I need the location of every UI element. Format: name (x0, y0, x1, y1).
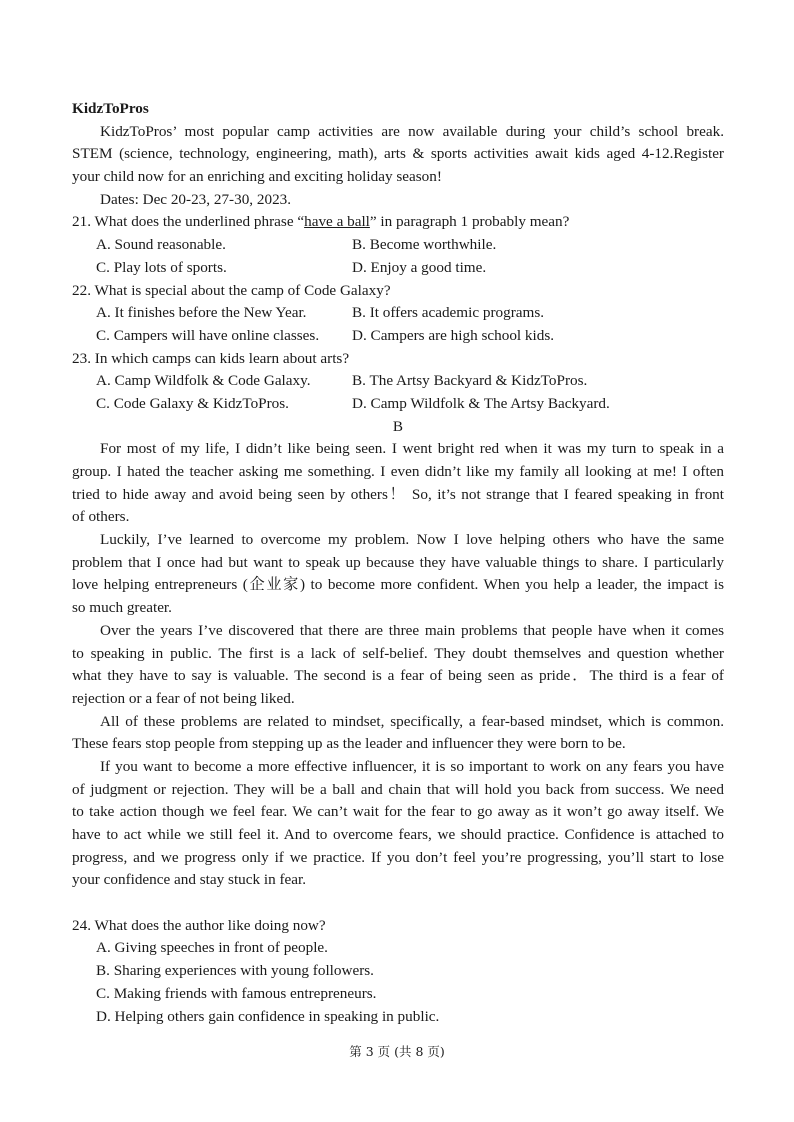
section-title: KidzToPros (72, 100, 149, 117)
paragraph-line: have to act while we still feel it. And to overcome fears, we should practice. Confidence is attached to (72, 826, 724, 843)
paragraph-line: These fears stop people from stepping up as the leader and influencer they were born to be. (72, 735, 626, 753)
option-a: A. Camp Wildfolk & Code Galaxy. (96, 372, 311, 390)
paragraph-line: rejection or a fear of not being liked. (72, 689, 295, 707)
option-b: B. The Artsy Backyard & KidzToPros. (352, 372, 588, 390)
option-row (72, 234, 724, 257)
paragraph-line: to speaking in public. The first is a lack of self-belief. They doubt themselves and question whether (72, 644, 724, 662)
option-d: D. Helping others gain confidence in speaking in public. (96, 1007, 440, 1025)
paragraph-line: problem that I once had but want to speak up because they have valuable things to share. I particularly (72, 553, 724, 571)
page-footer: 第 3 页 (共 8 页) (349, 1044, 445, 1059)
question-stem-text: ” in paragraph 1 probably mean? (369, 213, 570, 231)
paragraph-line: so much greater. (72, 599, 172, 617)
paragraph-line: progress, and we progress only if we practice. If you don’t feel you’re progressing, you’ll start to lose (72, 848, 724, 866)
question-21-stem (72, 211, 724, 234)
question-24-stem: 24. What does the author like doing now? (72, 916, 326, 934)
paragraph-line: your confidence and stay stuck in fear. (72, 871, 307, 889)
option-a: A. Sound reasonable. (96, 236, 226, 254)
exam-page (72, 98, 724, 1028)
option-d: D. Camp Wildfolk & The Artsy Backyard. (352, 394, 610, 412)
dates-line: Dates: Dec 20-23, 27-30, 2023. (100, 190, 292, 208)
option-c: C. Campers will have online classes. (96, 326, 320, 344)
underlined-phrase: have a ball (304, 213, 370, 231)
option-a: A. It finishes before the New Year. (96, 304, 307, 322)
question-23-stem: 23. In which camps can kids learn about arts? (72, 349, 350, 367)
paragraph-line: tried to hide away and avoid being seen by others！ So, it’s not strange that I feared speaking in front (72, 485, 724, 503)
option-a: A. Giving speeches in front of people. (96, 939, 328, 957)
option-c: C. Code Galaxy & KidzToPros. (96, 394, 289, 412)
intro-line: your child now for an enriching and exciting holiday season! (72, 168, 442, 186)
paragraph-line: Luckily, I’ve learned to overcome my problem. Now I love helping others who have the same (100, 531, 724, 549)
paragraph-line: of others. (72, 508, 130, 526)
paragraph-line: of judgment or rejection. They will be a ball and chain that will hold you back from success. We need (72, 780, 724, 798)
paragraph-line: to take action though we feel fear. We can’t wait for the fear to go away as it won’t go away itself. We (72, 803, 724, 821)
option-row (72, 302, 724, 325)
paragraph-line: If you want to become a more effective influencer, it is so important to work on any fears you have (100, 757, 724, 775)
question-stem-text: 21. What does the underlined phrase “ (72, 213, 305, 231)
option-row (72, 393, 724, 416)
option-row (72, 257, 724, 280)
option-b: B. It offers academic programs. (352, 304, 545, 322)
section-b-label: B (392, 417, 404, 435)
paragraph-line: love helping entrepreneurs (企业家) to become more confident. When you help a leader, the impact is (72, 576, 724, 594)
option-row (72, 370, 724, 393)
option-b: B. Sharing experiences with young followers. (96, 962, 374, 980)
option-row (72, 325, 724, 348)
spacer (72, 892, 724, 915)
paragraph-line: what they have to say is valuable. The second is a fear of being seen as pride．The third is a fear of (72, 667, 724, 685)
option-d: D. Enjoy a good time. (352, 258, 487, 276)
option-b: B. Become worthwhile. (352, 236, 497, 254)
intro-line: STEM (science, technology, engineering, math), arts & sports activities await kids aged 4-12.Register (72, 145, 724, 163)
paragraph-line: For most of my life, I didn’t like being seen. I went bright red when it was my turn to speak in a (100, 440, 724, 458)
option-c: C. Play lots of sports. (96, 258, 227, 276)
intro-line: KidzToPros’ most popular camp activities are now available during your child’s school break. (100, 122, 724, 140)
paragraph-line: Over the years I’ve discovered that there are three main problems that people have when it comes (100, 621, 724, 639)
option-d: D. Campers are high school kids. (352, 326, 555, 344)
paragraph-line: All of these problems are related to mindset, specifically, a fear-based mindset, which is common. (100, 712, 724, 730)
question-22-stem: 22. What is special about the camp of Code Galaxy? (72, 281, 391, 299)
option-c: C. Making friends with famous entrepreneurs. (96, 984, 377, 1002)
paragraph-line: group. I hated the teacher asking me something. I even didn’t like my family all looking at me! I often (72, 463, 724, 480)
